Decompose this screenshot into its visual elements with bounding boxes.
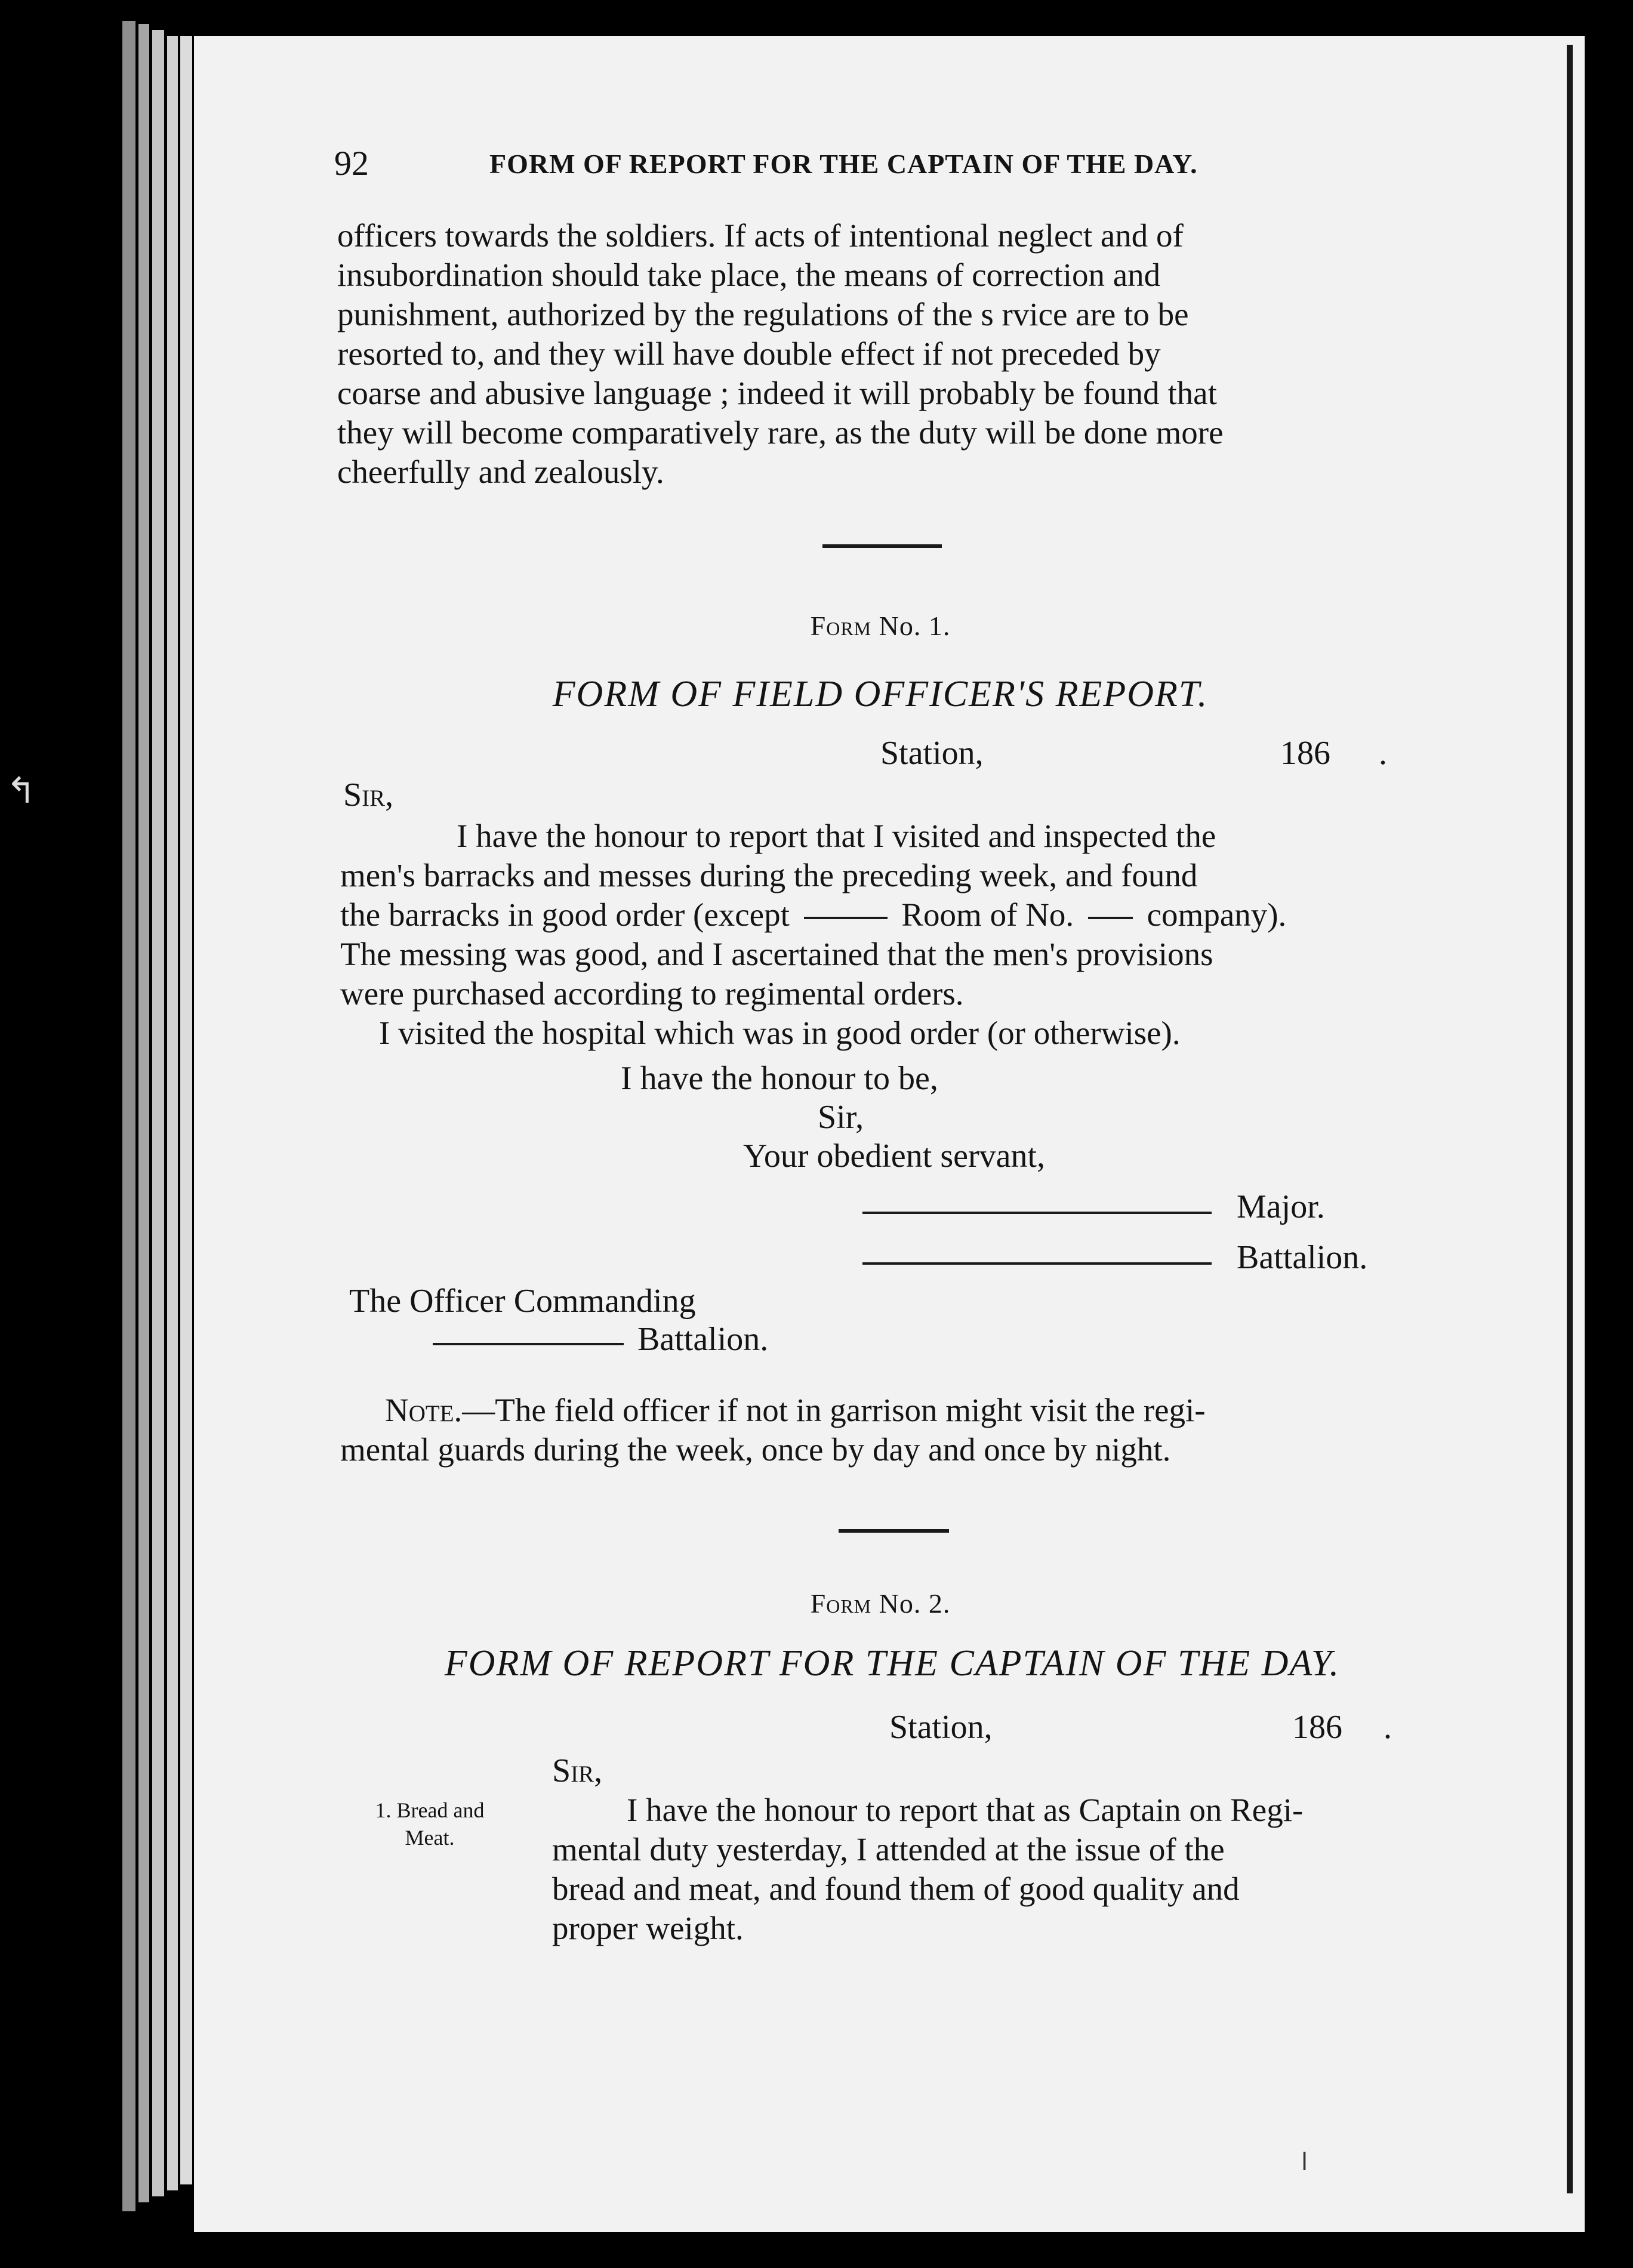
closing-line: I have the honour to be, [621, 1060, 938, 1097]
section-rule [839, 1529, 949, 1533]
stray-mark-bottom: l [1301, 2149, 1308, 2176]
signature-unit: Battalion. [1237, 1239, 1368, 1276]
form-label-prefix: Form [810, 1588, 872, 1619]
text-fragment: the barracks in good order (except [340, 896, 790, 933]
margin-note-line: 1. Bread and [375, 1798, 485, 1822]
note-label: Note. [385, 1392, 463, 1428]
text-line: insubordination should take place, the means of correction and [337, 257, 1161, 293]
blank-line [1088, 917, 1133, 919]
blank-line [804, 917, 888, 919]
stray-mark-left: ↰ [6, 770, 36, 812]
signature-line [862, 1212, 1212, 1214]
year-dot: . [1384, 1709, 1392, 1746]
note-paragraph [340, 1391, 1432, 1469]
text-fragment: Room of No. [901, 896, 1074, 933]
station-label: Station, [889, 1709, 993, 1746]
salutation: Sir, [552, 1752, 603, 1789]
form-1-label [337, 610, 1424, 642]
text-line: men's barracks and messes during the preceding week, and found [340, 857, 1198, 893]
blank-line [433, 1343, 624, 1345]
text-line: they will become comparatively rare, as the duty will be done more [337, 414, 1224, 451]
signature-rank: Major. [1237, 1188, 1325, 1225]
text-line: The messing was good, and I ascertained that the men's provisions [340, 936, 1213, 972]
book-edge [167, 36, 178, 2190]
closing-line: Your obedient servant, [743, 1138, 1046, 1175]
note-line: mental guards during the week, once by day and once by night. [340, 1431, 1171, 1468]
text-line: I have the honour to report that as Captain on Regi- [627, 1792, 1304, 1828]
running-head-title: FORM OF REPORT FOR THE CAPTAIN OF THE DAY. [489, 149, 1198, 179]
signature-line [862, 1262, 1212, 1265]
text-line: mental duty yesterday, I attended at the issue of the [552, 1831, 1225, 1868]
text-line-except [340, 895, 1432, 935]
year-label: 186 [1292, 1709, 1342, 1746]
margin-note [352, 1796, 507, 1851]
note-line [340, 1391, 1432, 1430]
page-gutter-line [1567, 45, 1573, 2193]
form-2-title: FORM OF REPORT FOR THE CAPTAIN OF THE DAY. [444, 1643, 1341, 1684]
year-label: 186 [1280, 735, 1330, 772]
book-edge [122, 21, 135, 2211]
book-edge [180, 36, 192, 2184]
note-text: —The field officer if not in garrison might visit the regi- [462, 1392, 1206, 1428]
intro-paragraph [337, 216, 1424, 492]
text-line: bread and meat, and found them of good quality and [552, 1871, 1240, 1907]
text-fragment: company). [1147, 896, 1287, 933]
text-line: resorted to, and they will have double effect if not preceded by [337, 335, 1161, 372]
form-2-label [337, 1588, 1424, 1619]
margin-note-line: Meat. [405, 1826, 455, 1850]
text-line: were purchased according to regimental orders. [340, 975, 964, 1012]
addressee: The Officer Commanding [349, 1283, 696, 1320]
page-number: 92 [334, 144, 369, 183]
form-1-body [340, 816, 1432, 1053]
book-edge [138, 24, 149, 2202]
station-label: Station, [880, 735, 984, 772]
book-edge [152, 30, 164, 2196]
year-dot: . [1379, 735, 1387, 772]
running-head [334, 143, 1277, 185]
text-line: I visited the hospital which was in good order (or otherwise). [379, 1015, 1181, 1051]
text-line: cheerfully and zealously. [337, 454, 664, 490]
form-label-number: No. 2. [879, 1588, 951, 1619]
text-line: officers towards the soldiers. If acts of intentional neglect and of [337, 217, 1184, 254]
text-line: I have the honour to report that I visited and inspected the [457, 818, 1216, 854]
section-rule [822, 544, 942, 548]
text-line: coarse and abusive language ; indeed it will probably be found that [337, 375, 1217, 411]
form-2-body [552, 1791, 1435, 1948]
closing-line: Sir, [818, 1099, 864, 1136]
text-line: proper weight. [552, 1910, 744, 1946]
text-line: punishment, authorized by the regulations of the s rvice are to be [337, 296, 1189, 332]
form-label-number: No. 1. [879, 611, 951, 641]
form-1-title: FORM OF FIELD OFFICER'S REPORT. [552, 674, 1209, 714]
form-label-prefix: Form [810, 611, 872, 641]
salutation: Sir, [343, 776, 394, 813]
addressee-unit: Battalion. [637, 1321, 769, 1358]
